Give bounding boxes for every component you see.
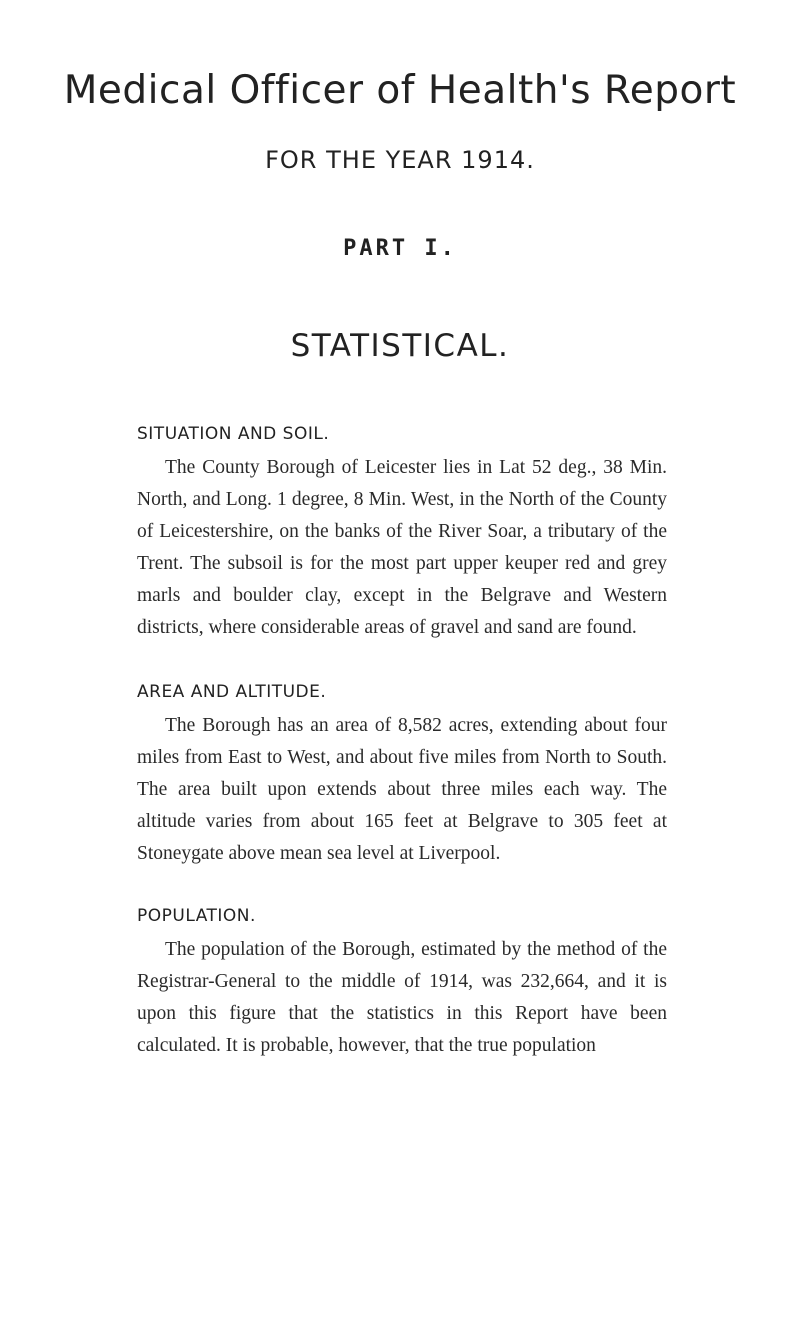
section-heading: STATISTICAL.: [290, 328, 510, 364]
population-paragraph: The population of the Borough, estimated by the method of the Registrar-General to the middle of 1914, was 232,664, and it is upon this figure that the statistics in this Report have been calculated. It is probable, however, that the true population: [137, 939, 667, 1056]
area-altitude-paragraph: The Borough has an area of 8,582 acres, extending about four miles from East to West, and about five miles from North to South. The area built upon extends about three miles each way. The altitude varies from about 165 feet at Belgrave to 305 feet at Stoneygate above mean sea level at Liverpool.: [137, 715, 667, 864]
situation-soil-paragraph: The County Borough of Leicester lies in Lat 52 deg., 38 Min. North, and Long. 1 degree, 8 Min. West, in the North of the County of Leicestershire, on the banks of the River Soar, a tributary of the Trent. The subsoil is for the most part upper keuper red and grey marls and boulder clay, except in the Belgrave and Western districts, where considerable areas of gravel and sand are found.: [137, 457, 667, 638]
area-altitude-heading: AREA AND ALTITUDE.: [137, 682, 327, 702]
situation-soil-heading: SITUATION AND SOIL.: [137, 424, 330, 444]
report-title: Medical Officer of Health's Report: [63, 68, 737, 113]
report-year: FOR THE YEAR 1914.: [265, 146, 535, 174]
part-heading: PART I.: [343, 236, 457, 261]
population-heading: POPULATION.: [137, 906, 256, 926]
